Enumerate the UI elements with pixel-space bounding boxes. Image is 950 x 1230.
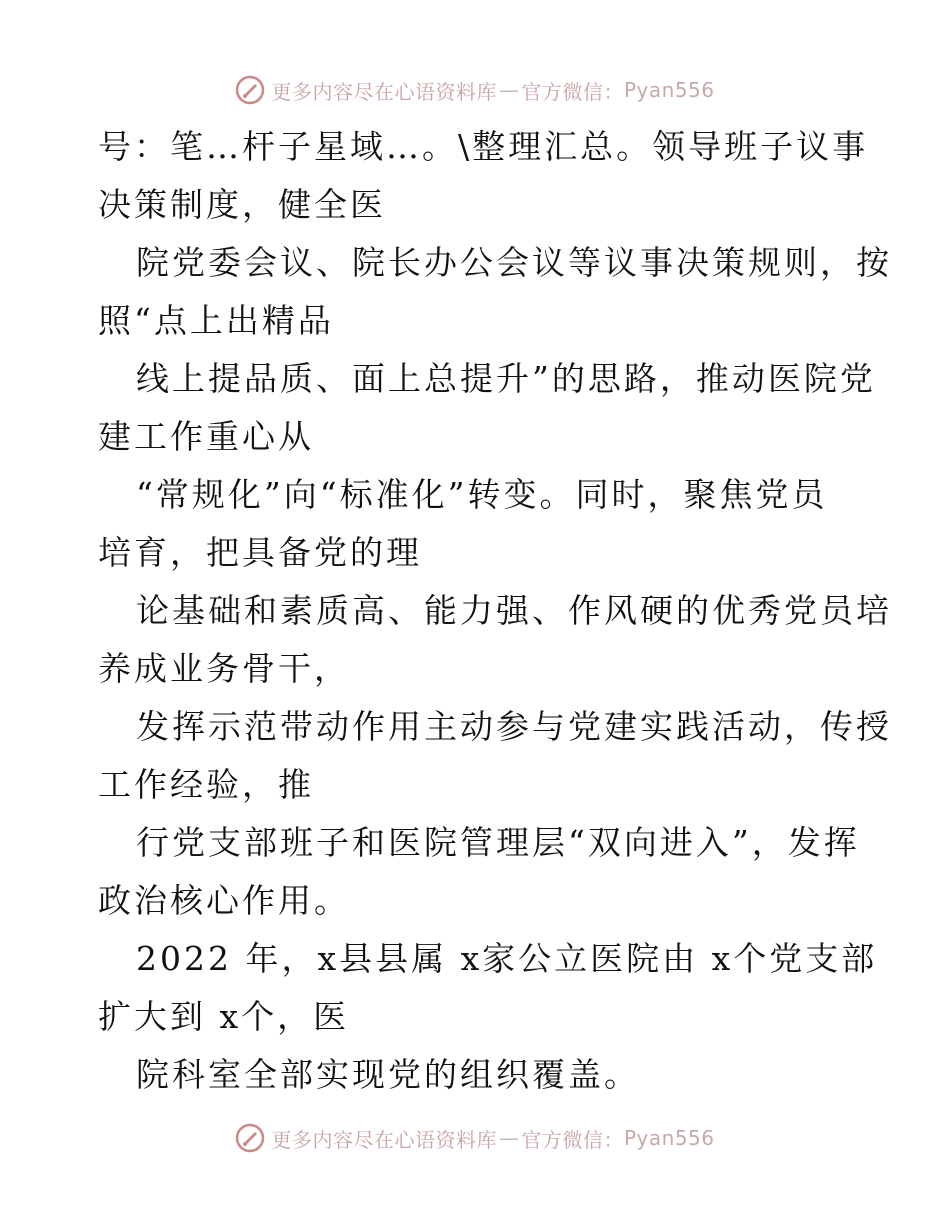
body-line-9: 论基础和素质高、能力强、作风硬的优秀党员培 bbox=[136, 591, 892, 630]
watermark-text: 更多内容尽在心语资料库 bbox=[271, 79, 497, 104]
watermark-suffix: 官方微信： bbox=[521, 79, 624, 104]
body-line-12: 工作经验，推 bbox=[98, 765, 314, 804]
watermark-id: Pyan556 bbox=[623, 78, 715, 102]
body-line-14: 政治核心作用。 bbox=[98, 881, 350, 920]
body-line-5: 线上提品质、面上总提升”的思路，推动医院党 bbox=[136, 359, 876, 398]
watermark-separator: — bbox=[498, 78, 520, 102]
body-line-1: 号：笔…杆子星域…。\整理汇总。领导班子议事 bbox=[98, 127, 869, 166]
seal-logo-icon bbox=[235, 1123, 265, 1153]
body-line-13: 行党支部班子和医院管理层“双向进入”，发挥 bbox=[136, 823, 860, 862]
footer-watermark bbox=[0, 1118, 950, 1158]
body-line-7: “常规化”向“标准化”转变。同时，聚焦党员 bbox=[136, 475, 828, 514]
body-line-8: 培育，把具备党的理 bbox=[98, 533, 422, 572]
header-watermark bbox=[0, 70, 950, 110]
body-line-2: 决策制度，健全医 bbox=[98, 185, 386, 224]
body-line-3: 院党委会议、院长办公会议等议事决策规则，按 bbox=[136, 243, 892, 282]
body-line-6: 建工作重心从 bbox=[98, 417, 314, 456]
watermark-id: Pyan556 bbox=[623, 1126, 715, 1150]
body-line-11: 发挥示范带动作用主动参与党建实践活动，传授 bbox=[136, 707, 892, 746]
body-line-4: 照“点上出精品 bbox=[98, 301, 334, 340]
body-line-17: 院科室全部实现党的组织覆盖。 bbox=[136, 1055, 640, 1094]
document-body bbox=[98, 118, 892, 1104]
body-line-10: 养成业务骨干， bbox=[98, 649, 350, 688]
watermark-separator: — bbox=[498, 1126, 520, 1150]
watermark-text: 更多内容尽在心语资料库 bbox=[271, 1127, 497, 1152]
watermark-suffix: 官方微信： bbox=[521, 1127, 624, 1152]
body-line-16: 扩大到 x个，医 bbox=[98, 997, 350, 1036]
body-line-15: 2022 年，x县县属 x家公立医院由 x个党支部 bbox=[136, 939, 878, 978]
seal-logo-icon bbox=[235, 75, 265, 105]
